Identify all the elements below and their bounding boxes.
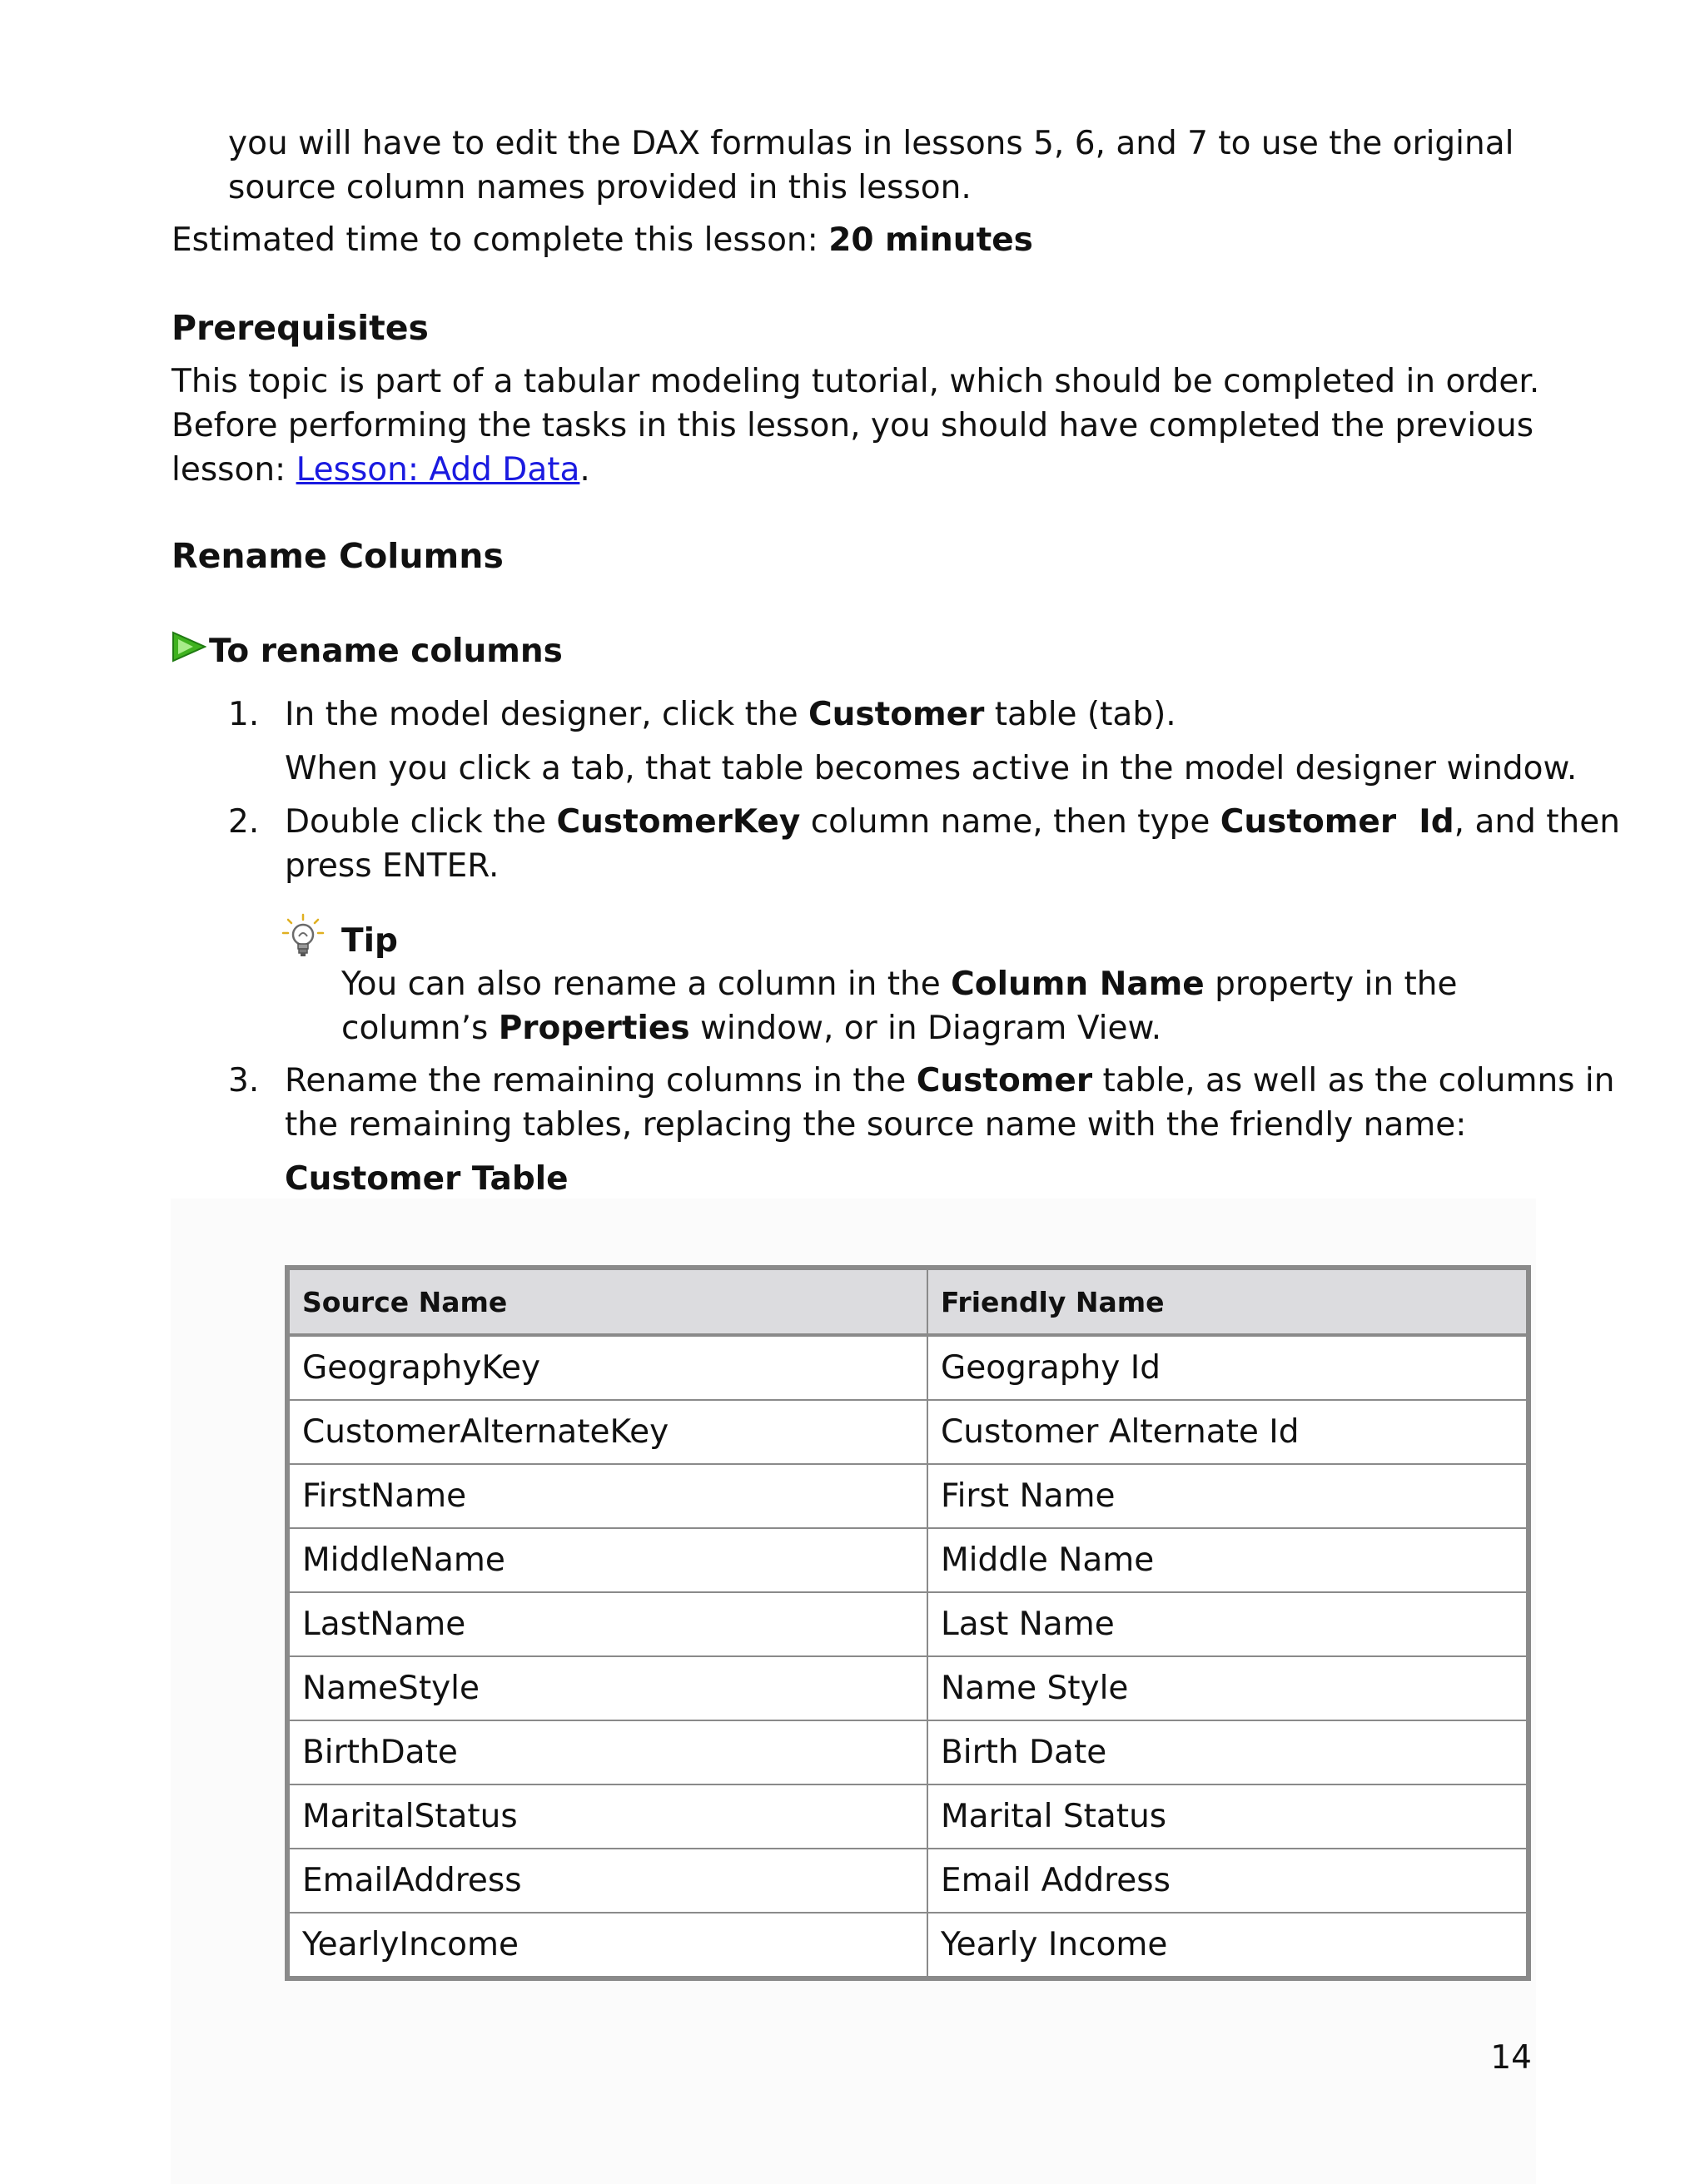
step-2-text-bold-2: Customer Id: [1220, 803, 1454, 841]
tip-line-1-bold: Column Name: [951, 965, 1205, 1003]
table-row: [289, 1784, 1527, 1849]
header-source-name: Source Name: [289, 1269, 927, 1335]
friendly-name-cell: Marital Status: [927, 1784, 1527, 1849]
step-1-text-post: table (tab).: [984, 696, 1176, 733]
table-row: [289, 1849, 1527, 1913]
tip-title: Tip: [341, 922, 398, 960]
table-caption: Customer Table: [285, 1160, 569, 1198]
prerequisites-line-3-suffix: .: [579, 451, 590, 489]
table-row: [289, 1464, 1527, 1528]
lightbulb-icon: [281, 913, 325, 961]
prerequisites-line-1: This topic is part of a tabular modeling tutorial, which should be completed in order.: [171, 363, 1540, 400]
source-name-cell: MiddleName: [289, 1528, 927, 1592]
step-2-text-mid: column name, then type: [800, 803, 1220, 841]
intro-line-2: source column names provided in this lesson.: [228, 169, 972, 206]
step-3-text: [285, 1059, 1614, 1104]
tip-line-2-post: window, or in Diagram View.: [689, 1010, 1162, 1047]
source-name-cell: LastName: [289, 1592, 927, 1656]
estimated-time-value: 20 minutes: [828, 221, 1033, 259]
tip-line-2: [341, 1006, 1161, 1051]
step-3-text-bold: Customer: [916, 1062, 1093, 1099]
friendly-name-cell: Middle Name: [927, 1528, 1527, 1592]
step-2-text-post: , and then: [1454, 803, 1620, 841]
friendly-name-cell: Email Address: [927, 1849, 1527, 1913]
source-name-cell: FirstName: [289, 1464, 927, 1528]
estimated-time: [171, 218, 1033, 263]
step-3-text-pre: Rename the remaining columns in the: [285, 1062, 917, 1099]
step-1-note: When you click a tab, that table becomes active in the model designer window.: [285, 750, 1578, 787]
intro-line-1: you will have to edit the DAX formulas in lessons 5, 6, and 7 to use the original: [228, 125, 1514, 162]
source-name-cell: GeographyKey: [289, 1335, 927, 1400]
page-number: 14: [1490, 2039, 1532, 2077]
step-2-text: [285, 800, 1620, 845]
table-row: [289, 1335, 1527, 1400]
step-2-number: 2.: [228, 803, 260, 841]
source-name-cell: NameStyle: [289, 1656, 927, 1720]
step-1-text-pre: In the model designer, click the: [285, 696, 808, 733]
prerequisites-line-2: Before performing the tasks in this lesson, you should have completed the previous: [171, 407, 1534, 444]
friendly-name-cell: Name Style: [927, 1656, 1527, 1720]
table-row: [289, 1400, 1527, 1464]
source-name-cell: CustomerAlternateKey: [289, 1400, 927, 1464]
table-row: [289, 1592, 1527, 1656]
step-2-text-pre: Double click the: [285, 803, 557, 841]
step-3-number: 3.: [228, 1062, 260, 1099]
friendly-name-cell: Birth Date: [927, 1720, 1527, 1784]
friendly-name-cell: Yearly Income: [927, 1913, 1527, 1977]
procedure-title: To rename columns: [209, 633, 563, 670]
lesson-add-data-link[interactable]: Lesson: Add Data: [296, 451, 580, 489]
source-name-cell: BirthDate: [289, 1720, 927, 1784]
step-2-text-bold-1: CustomerKey: [556, 803, 801, 841]
friendly-name-cell: First Name: [927, 1464, 1527, 1528]
step-1-number: 1.: [228, 696, 260, 733]
table-row: [289, 1656, 1527, 1720]
estimated-time-label: Estimated time to complete this lesson:: [171, 221, 829, 259]
friendly-name-cell: Geography Id: [927, 1335, 1527, 1400]
tip-line-2-bold: Properties: [498, 1010, 690, 1047]
rename-columns-heading: Rename Columns: [171, 536, 504, 576]
customer-table: [285, 1265, 1531, 1981]
friendly-name-cell: Last Name: [927, 1592, 1527, 1656]
column-mapping-table: [288, 1268, 1528, 1978]
source-name-cell: EmailAddress: [289, 1849, 927, 1913]
step-3-text-post: table, as well as the columns in: [1092, 1062, 1615, 1099]
prerequisites-heading: Prerequisites: [171, 308, 429, 348]
step-1-text: [285, 692, 1176, 737]
prerequisites-line-3-prefix: lesson:: [171, 451, 296, 489]
step-1-text-bold: Customer: [808, 696, 985, 733]
header-friendly-name: Friendly Name: [927, 1269, 1527, 1335]
table-header-row: [289, 1269, 1527, 1335]
step-3-line-2: the remaining tables, replacing the source name with the friendly name:: [285, 1106, 1467, 1144]
tip-line-2-pre: column’s: [341, 1010, 499, 1047]
green-arrow-icon: [171, 631, 206, 663]
table-row: [289, 1528, 1527, 1592]
friendly-name-cell: Customer Alternate Id: [927, 1400, 1527, 1464]
source-name-cell: MaritalStatus: [289, 1784, 927, 1849]
table-row: [289, 1720, 1527, 1784]
table-row: [289, 1913, 1527, 1977]
tip-line-1-pre: You can also rename a column in the: [341, 965, 952, 1003]
source-name-cell: YearlyIncome: [289, 1913, 927, 1977]
tip-line-1: [341, 962, 1457, 1007]
step-2-line-2: press ENTER.: [285, 847, 500, 885]
prerequisites-line-3: [171, 448, 590, 493]
tip-line-1-post: property in the: [1204, 965, 1458, 1003]
